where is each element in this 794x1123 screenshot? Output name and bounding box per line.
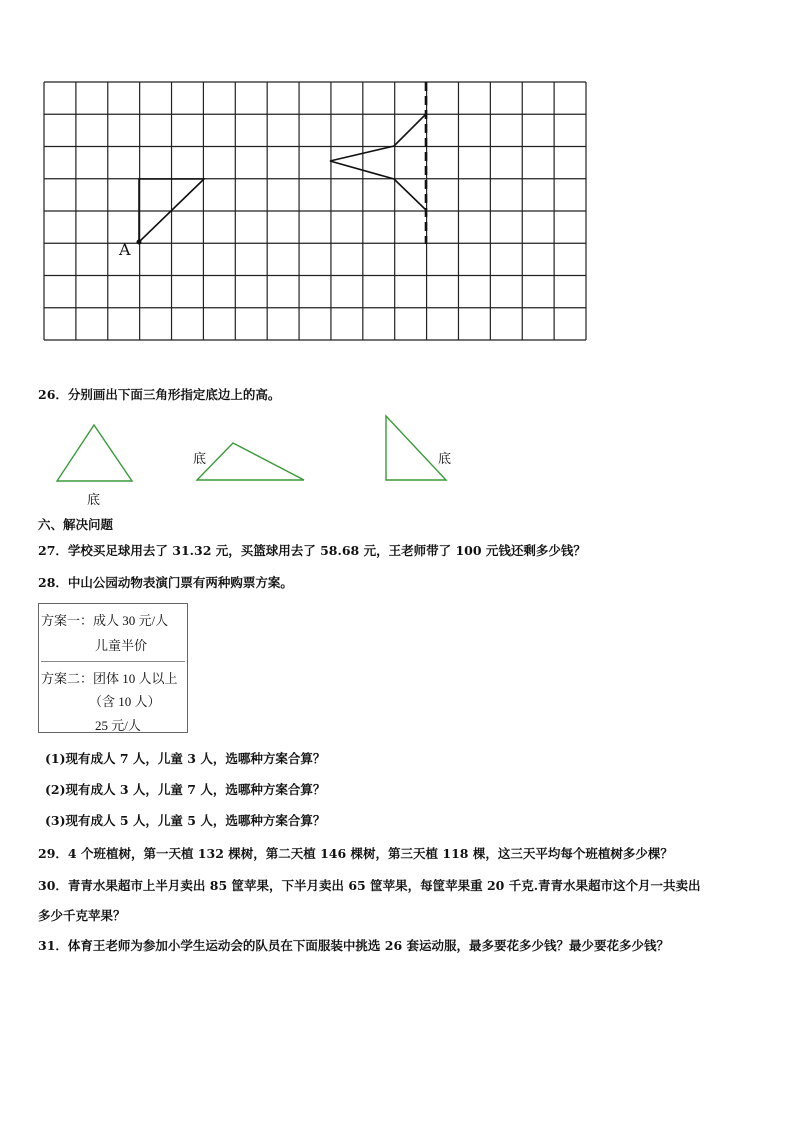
grid-figure: [0, 0, 794, 360]
point-a-label: A: [119, 240, 131, 259]
question-28-2: (2)现有成人 3 人，儿童 7 人，选哪种方案合算？: [45, 782, 326, 797]
triangles-figure: [0, 405, 794, 495]
triangle-3: [386, 416, 446, 480]
plan1-line2: 儿童半价: [95, 638, 148, 653]
plan2-line2: （含 10 人）: [89, 694, 161, 709]
question-31: 31．体育王老师为参加小学生运动会的队员在下面服装中挑选 26 套运动服，最多要花多少钱？最少要花多少钱？: [38, 938, 669, 953]
base-label-2: 底: [193, 452, 207, 467]
point-a: [137, 240, 142, 245]
plan1-line1: 方案一：成人 30 元/人: [41, 613, 169, 628]
base-label-3: 底: [438, 452, 452, 467]
plan2-line1: 方案二：团体 10 人以上: [41, 671, 178, 686]
section-title: 六、解决问题: [38, 517, 114, 532]
question-29: 29．4 个班植树，第一天植 132 棵树，第二天植 146 棵树，第三天植 118 棵，这三天平均每个班植树多少棵？: [38, 846, 673, 861]
plan2-line3: 25 元/人: [95, 718, 141, 733]
question-28-3: (3)现有成人 5 人，儿童 5 人，选哪种方案合算？: [45, 813, 326, 828]
base-label-1: 底: [87, 493, 101, 508]
triangle-2: [197, 443, 304, 480]
question-28-1: (1)现有成人 7 人，儿童 3 人，选哪种方案合算？: [45, 751, 326, 766]
plan-divider: [41, 661, 185, 662]
triangle-1: [57, 425, 132, 481]
question-28: 28．中山公园动物表演门票有两种购票方案。: [38, 575, 293, 590]
grid-lines: [44, 82, 586, 340]
question-30-line1: 30．青青水果超市上半月卖出 85 筐苹果，下半月卖出 65 筐苹果，每筐苹果重 20 千克.青青水果超市这个月一共卖出: [38, 878, 701, 893]
plan-box: [38, 603, 188, 733]
question-27: 27．学校买足球用去了 31.32 元，买篮球用去了 58.68 元，王老师带了 100 元钱还剩多少钱？: [38, 543, 586, 558]
question-30-line2: 多少千克苹果？: [38, 908, 126, 923]
question-26: 26．分别画出下面三角形指定底边上的高。: [38, 387, 281, 402]
arrow-shape: [330, 114, 426, 210]
